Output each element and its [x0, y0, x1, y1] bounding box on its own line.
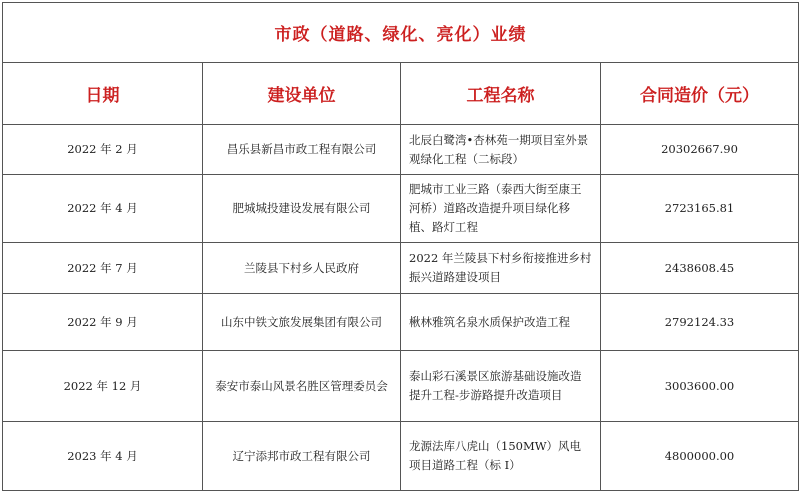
cell-project: 楸林雅筑名泉水质保护改造工程 — [401, 294, 601, 351]
cell-unit: 兰陵县下村乡人民政府 — [203, 243, 401, 294]
cell-date: 2022 年 12 月 — [3, 351, 203, 422]
column-header-date: 日期 — [3, 63, 203, 125]
cell-price: 20302667.90 — [601, 125, 799, 175]
table-row — [3, 125, 799, 175]
performance-table — [2, 2, 799, 491]
cell-project: 泰山彩石溪景区旅游基础设施改造提升工程-步游路提升改造项目 — [401, 351, 601, 422]
title-row — [3, 3, 799, 63]
cell-project: 2022 年兰陵县下村乡衔接推进乡村振兴道路建设项目 — [401, 243, 601, 294]
cell-price: 2723165.81 — [601, 175, 799, 243]
cell-date: 2022 年 7 月 — [3, 243, 203, 294]
cell-date: 2022 年 4 月 — [3, 175, 203, 243]
table-row — [3, 422, 799, 491]
cell-unit: 泰安市泰山风景名胜区管理委员会 — [203, 351, 401, 422]
column-header-price: 合同造价（元） — [601, 63, 799, 125]
cell-price: 2438608.45 — [601, 243, 799, 294]
cell-date: 2022 年 9 月 — [3, 294, 203, 351]
column-header-unit: 建设单位 — [203, 63, 401, 125]
cell-project: 肥城市工业三路（泰西大街至康王河桥）道路改造提升项目绿化移植、路灯工程 — [401, 175, 601, 243]
header-row — [3, 63, 799, 125]
cell-unit: 肥城城投建设发展有限公司 — [203, 175, 401, 243]
cell-project: 龙源法库八虎山（150MW）风电项目道路工程（标 I） — [401, 422, 601, 491]
cell-unit: 辽宁添邦市政工程有限公司 — [203, 422, 401, 491]
table-title: 市政（道路、绿化、亮化）业绩 — [3, 3, 799, 63]
cell-date: 2023 年 4 月 — [3, 422, 203, 491]
cell-unit: 山东中铁文旅发展集团有限公司 — [203, 294, 401, 351]
column-header-project: 工程名称 — [401, 63, 601, 125]
cell-price: 4800000.00 — [601, 422, 799, 491]
cell-unit: 昌乐县新昌市政工程有限公司 — [203, 125, 401, 175]
cell-price: 3003600.00 — [601, 351, 799, 422]
table-row — [3, 175, 799, 243]
table-row — [3, 351, 799, 422]
cell-price: 2792124.33 — [601, 294, 799, 351]
cell-date: 2022 年 2 月 — [3, 125, 203, 175]
cell-project: 北辰白鹭湾•杏林苑一期项目室外景观绿化工程（二标段） — [401, 125, 601, 175]
table-row — [3, 294, 799, 351]
table-row — [3, 243, 799, 294]
